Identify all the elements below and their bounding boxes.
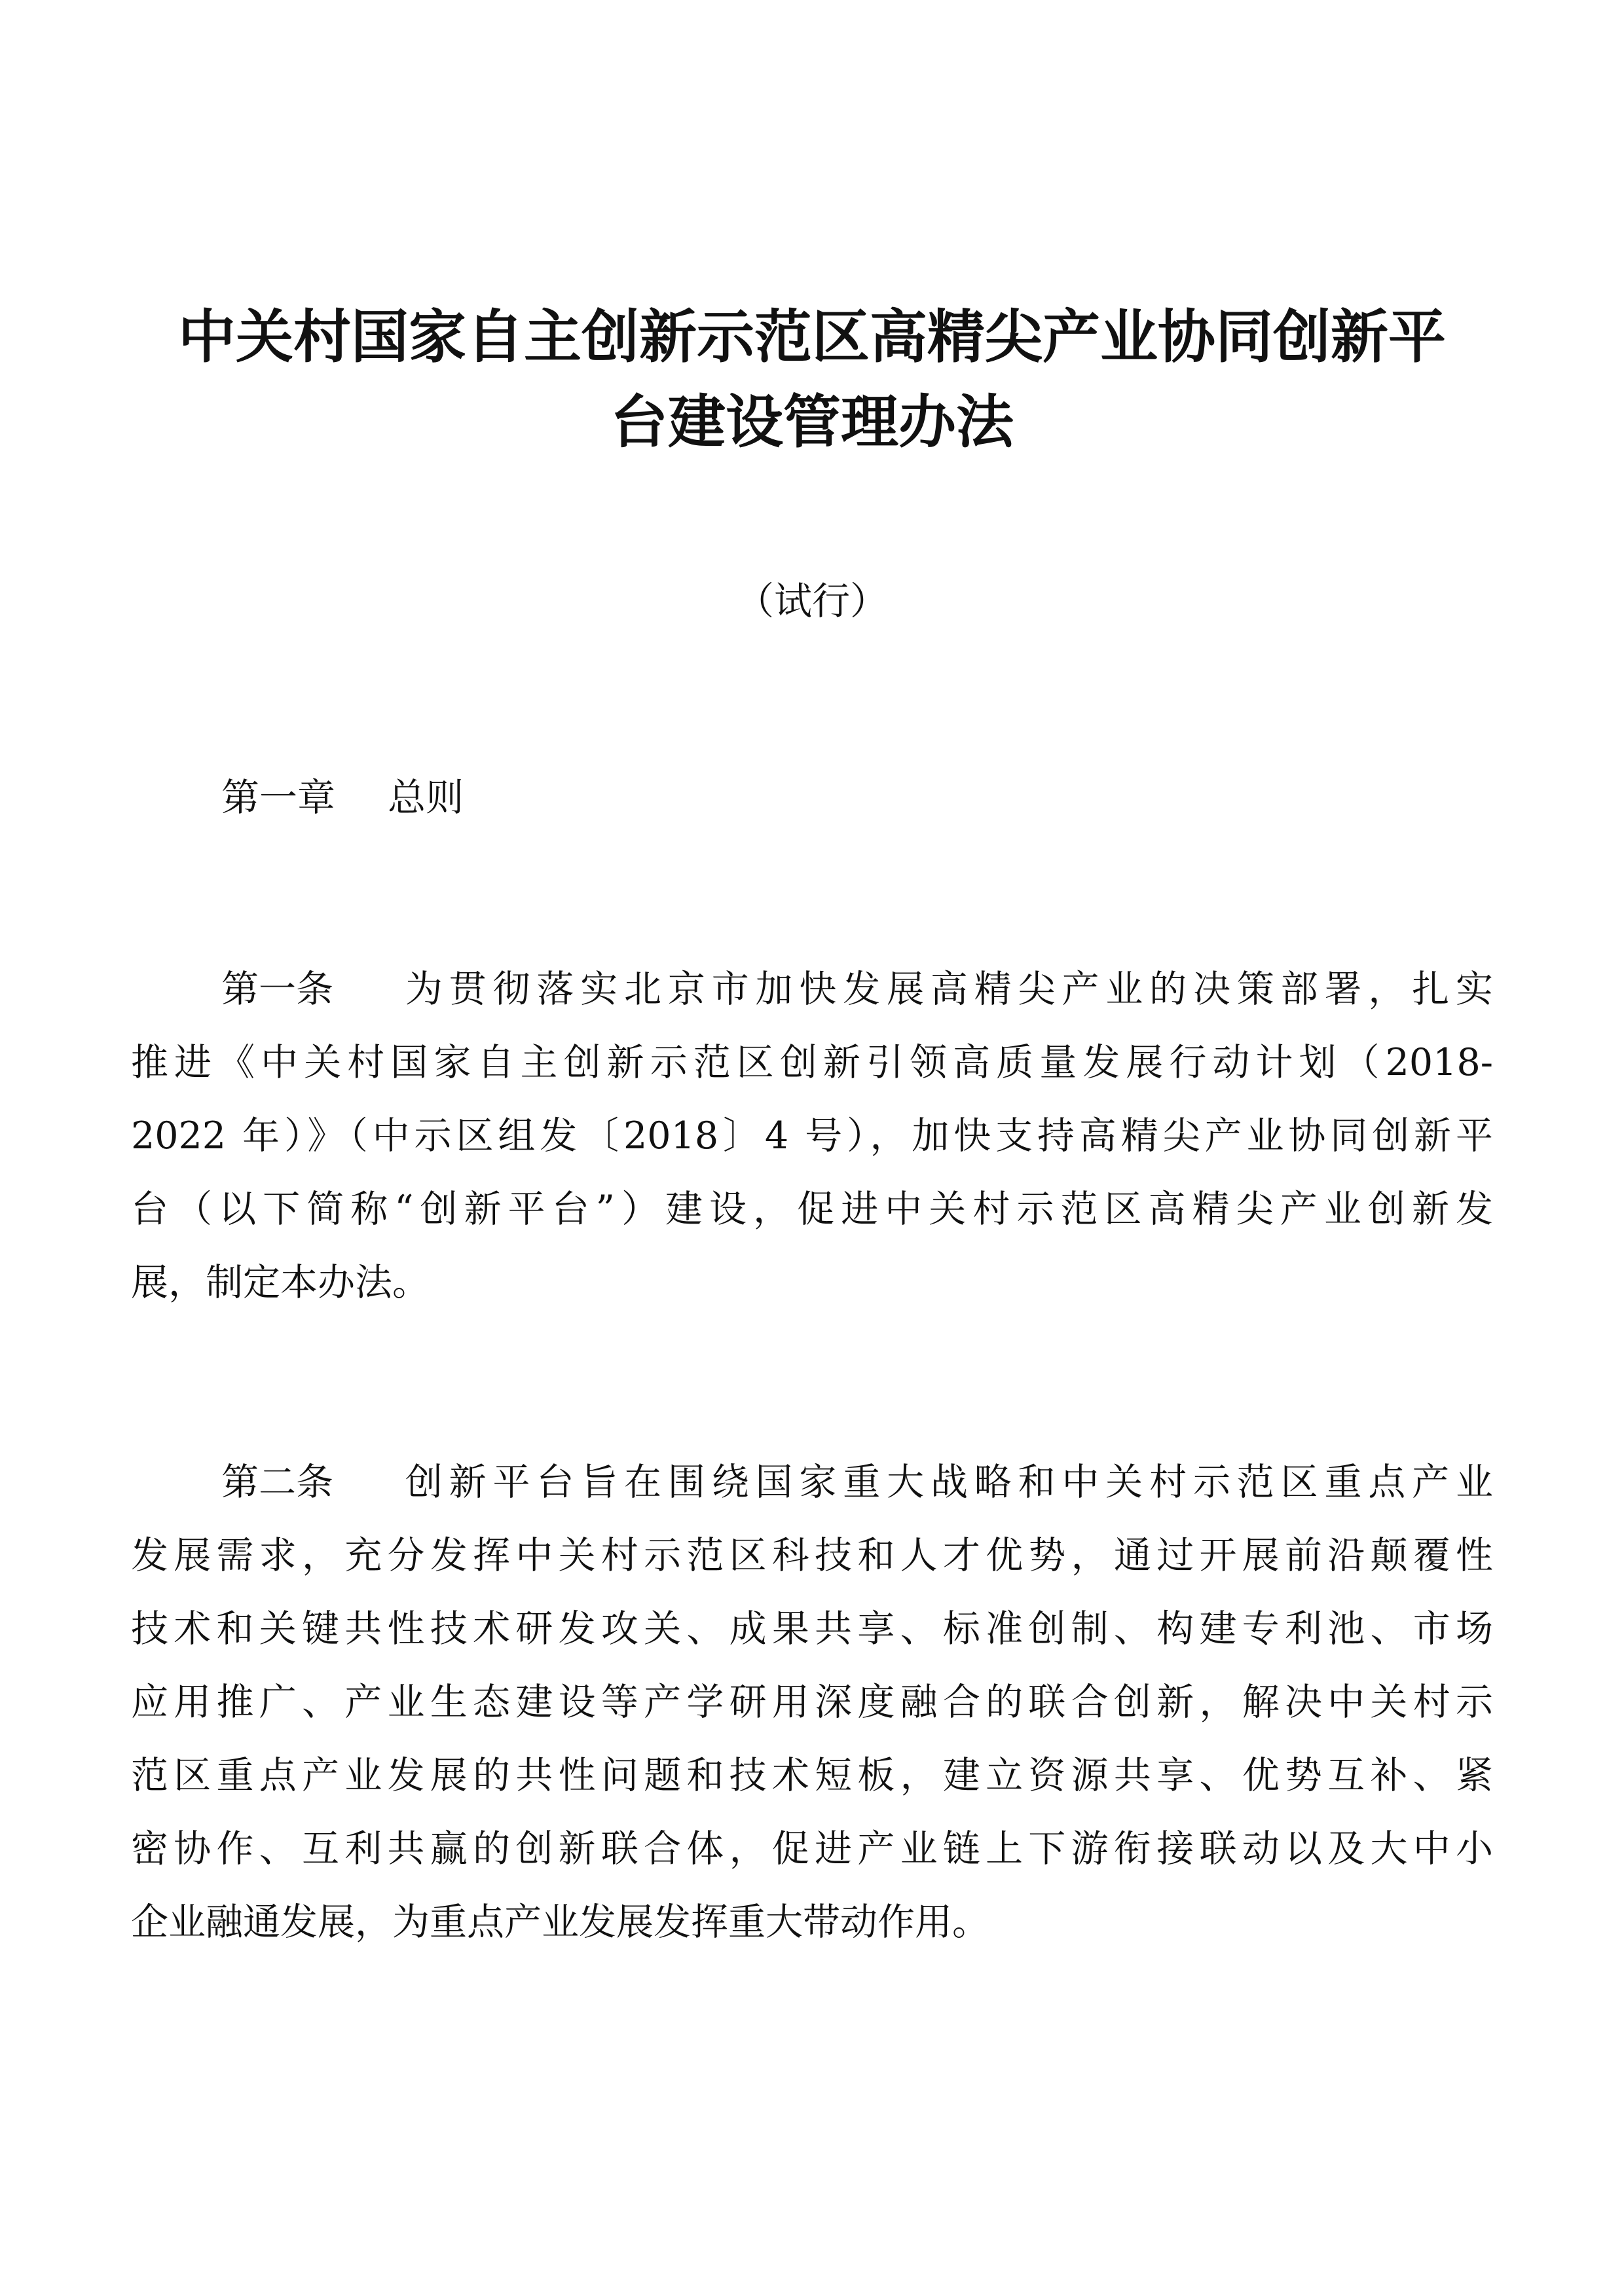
article-1 xyxy=(131,953,1493,1319)
chapter-name: 总则 xyxy=(388,775,464,820)
article-2 xyxy=(131,1446,1493,1959)
title-line-1: 中关村国家自主创新示范区高精尖产业协同创新平 xyxy=(177,303,1446,371)
chapter-heading xyxy=(221,771,464,824)
article-1-line-1: 第一条 为贯彻落实北京市加快发展高精尖产业的决策部署，扎实 xyxy=(131,953,1493,1026)
article-2-line-7: 企业融通发展，为重点产业发展发挥重大带动作用。 xyxy=(131,1901,989,1944)
article-1-label: 第一条 xyxy=(221,968,333,1011)
article-1-line-4: 台（以下简称“创新平台”）建设，促进中关村示范区高精尖产业创新发 xyxy=(131,1188,1493,1231)
document-title xyxy=(131,295,1493,465)
article-2-line-3: 技术和关键共性技术研发攻关、成果共享、标准创制、构建专利池、市场 xyxy=(131,1607,1493,1650)
article-1-line-3: 2022 年）》（中示区组发〔2018〕4 号），加快支持高精尖产业协同创新平 xyxy=(131,1114,1493,1157)
article-1-line-2: 推进《中关村国家自主创新示范区创新引领高质量发展行动计划（2018- xyxy=(131,1041,1493,1084)
title-line-2: 台建设管理办法 xyxy=(610,388,1014,456)
article-2-label: 第二条 xyxy=(221,1461,333,1504)
article-1-line-5: 展，制定本办法。 xyxy=(131,1261,430,1304)
article-2-line-6: 密协作、互利共赢的创新联合体，促进产业链上下游衔接联动以及大中小 xyxy=(131,1827,1493,1870)
article-2-line-1: 第二条 创新平台旨在围绕国家重大战略和中关村示范区重点产业 xyxy=(131,1446,1493,1519)
article-2-line-2: 发展需求，充分发挥中关村示范区科技和人才优势，通过开展前沿颠覆性 xyxy=(131,1534,1493,1577)
chapter-number: 第一章 xyxy=(221,775,336,820)
article-2-line-4: 应用推广、产业生态建设等产学研用深度融合的联合创新，解决中关村示 xyxy=(131,1681,1493,1724)
document-subtitle: （试行） xyxy=(735,579,888,623)
article-2-line-5: 范区重点产业发展的共性问题和技术短板，建立资源共享、优势互补、紧 xyxy=(131,1754,1493,1797)
